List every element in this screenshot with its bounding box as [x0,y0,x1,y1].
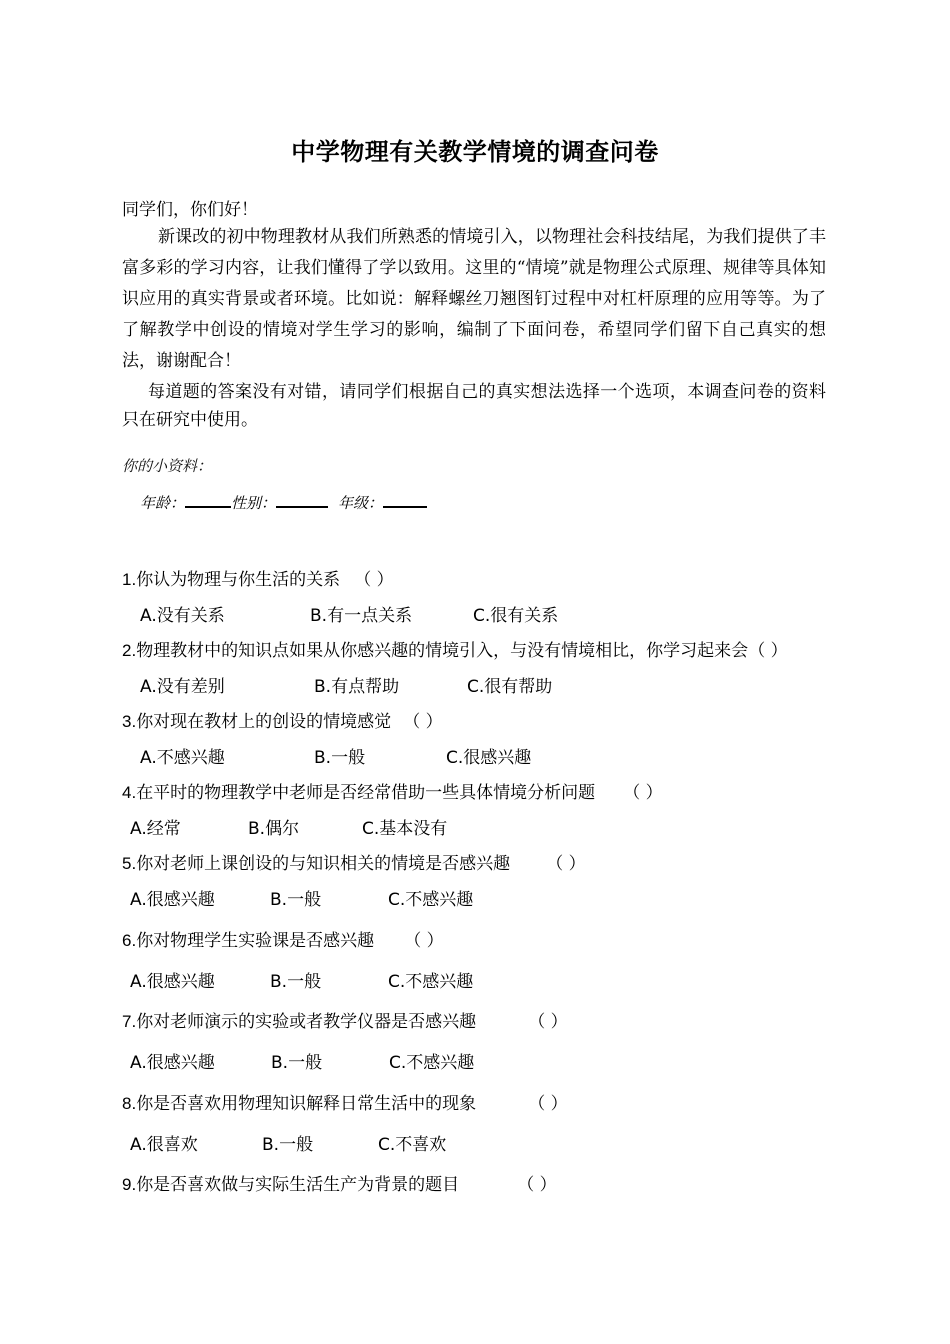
option-c[interactable]: C.不感兴趣 [388,972,474,992]
question-number: 1. [122,570,137,589]
answer-blank[interactable]: （ ） [528,1094,568,1114]
option-a[interactable]: A.不感兴趣 [140,748,225,768]
question-text: 你是否喜欢做与实际生活生产为背景的题目 [136,1175,460,1195]
question-9 [122,1170,557,1195]
option-a[interactable]: A.没有差别 [140,677,225,697]
question-7 [122,1007,568,1032]
answer-blank[interactable]: （ ） [528,1012,568,1032]
answer-blank[interactable]: （ ） [403,712,443,732]
option-c[interactable]: C.不喜欢 [378,1135,447,1155]
question-text: 物理教材中的知识点如果从你感兴趣的情境引入，与没有情境相比，你学习起来会 [136,641,749,661]
age-label: 年龄： [140,494,186,512]
question-number: 5. [122,854,137,873]
option-c[interactable]: C.基本没有 [362,819,448,839]
question-number: 7. [122,1012,137,1031]
question-text: 你对老师演示的实验或者教学仪器是否感兴趣 [136,1012,477,1032]
gender-blank[interactable] [276,492,328,508]
greeting-text: 同学们，你们好！ [122,200,258,220]
answer-blank[interactable]: （ ） [404,931,444,951]
note-paragraph: 每道题的答案没有对错，请同学们根据自己的真实想法选择一个选项，本调查问卷的资料只在研究中使用。 [122,382,826,430]
answer-blank[interactable]: （ ） [546,854,586,874]
question-text: 你对物理学生实验课是否感兴趣 [136,931,375,951]
option-b[interactable]: B.一般 [262,1135,314,1155]
option-a[interactable]: A.很喜欢 [130,1135,198,1155]
option-b[interactable]: B.一般 [271,1053,323,1073]
option-c[interactable]: C.很有帮助 [467,677,553,697]
question-number: 4. [122,783,137,802]
question-text: 你是否喜欢用物理知识解释日常生活中的现象 [136,1094,477,1114]
question-3 [122,707,443,732]
option-a[interactable]: A.很感兴趣 [130,1053,215,1073]
profile-heading: 你的小资料： [122,457,213,475]
question-number: 8. [122,1094,137,1113]
option-c[interactable]: C.不感兴趣 [389,1053,475,1073]
question-text: 在平时的物理教学中老师是否经常借助一些具体情境分析问题 [136,783,596,803]
option-c[interactable]: C.很有关系 [473,606,559,626]
question-8 [122,1089,568,1114]
option-b[interactable]: B.有一点关系 [310,606,413,626]
option-b[interactable]: B.有点帮助 [314,677,400,697]
profile-fields [140,492,427,513]
answer-blank[interactable]: （ ） [517,1175,557,1195]
option-a[interactable]: A.经常 [130,819,181,839]
option-a[interactable]: A.很感兴趣 [130,890,215,910]
option-b[interactable]: B.一般 [314,748,366,768]
gender-label: 性别： [231,494,277,512]
age-blank[interactable] [185,492,231,508]
question-number: 6. [122,931,137,950]
grade-label: 年级： [338,494,384,512]
question-1 [122,565,394,590]
question-text: 你对现在教材上的创设的情境感觉 [136,712,392,732]
question-number: 2. [122,641,137,660]
question-2 [122,636,788,661]
option-b[interactable]: B.偶尔 [248,819,300,839]
question-4 [122,778,663,803]
question-5 [122,849,586,874]
question-text: 你对老师上课创设的与知识相关的情境是否感兴趣 [136,854,511,874]
question-number: 3. [122,712,137,731]
question-6 [122,926,444,951]
option-c[interactable]: C.不感兴趣 [388,890,474,910]
option-b[interactable]: B.一般 [270,890,322,910]
option-b[interactable]: B.一般 [270,972,322,992]
option-c[interactable]: C.很感兴趣 [446,748,532,768]
option-a[interactable]: A.很感兴趣 [130,972,215,992]
question-text: 你认为物理与你生活的关系 [136,570,341,590]
option-a[interactable]: A.没有关系 [140,606,225,626]
answer-blank[interactable]: （ ） [748,641,788,661]
question-number: 9. [122,1175,137,1194]
intro-paragraph: 新课改的初中物理教材从我们所熟悉的情境引入，以物理社会科技结尾，为我们提供了丰富多彩的学习内容，让我们懂得了学以致用。这里的“情境”就是物理公式原理、规律等具体知识应用的真实背景或者环境。比如说：解释螺丝刀翘图钉过程中对杠杆原理的应用等等。为了了解教学中创设的情境对学生学习的影响，编制了下面问卷，希望同学们留下自己真实的想法，谢谢配合！ [122,227,826,371]
answer-blank[interactable]: （ ） [354,570,394,590]
grade-blank[interactable] [383,492,427,508]
page-title: 中学物理有关教学情境的调查问卷 [291,138,659,166]
answer-blank[interactable]: （ ） [623,783,663,803]
